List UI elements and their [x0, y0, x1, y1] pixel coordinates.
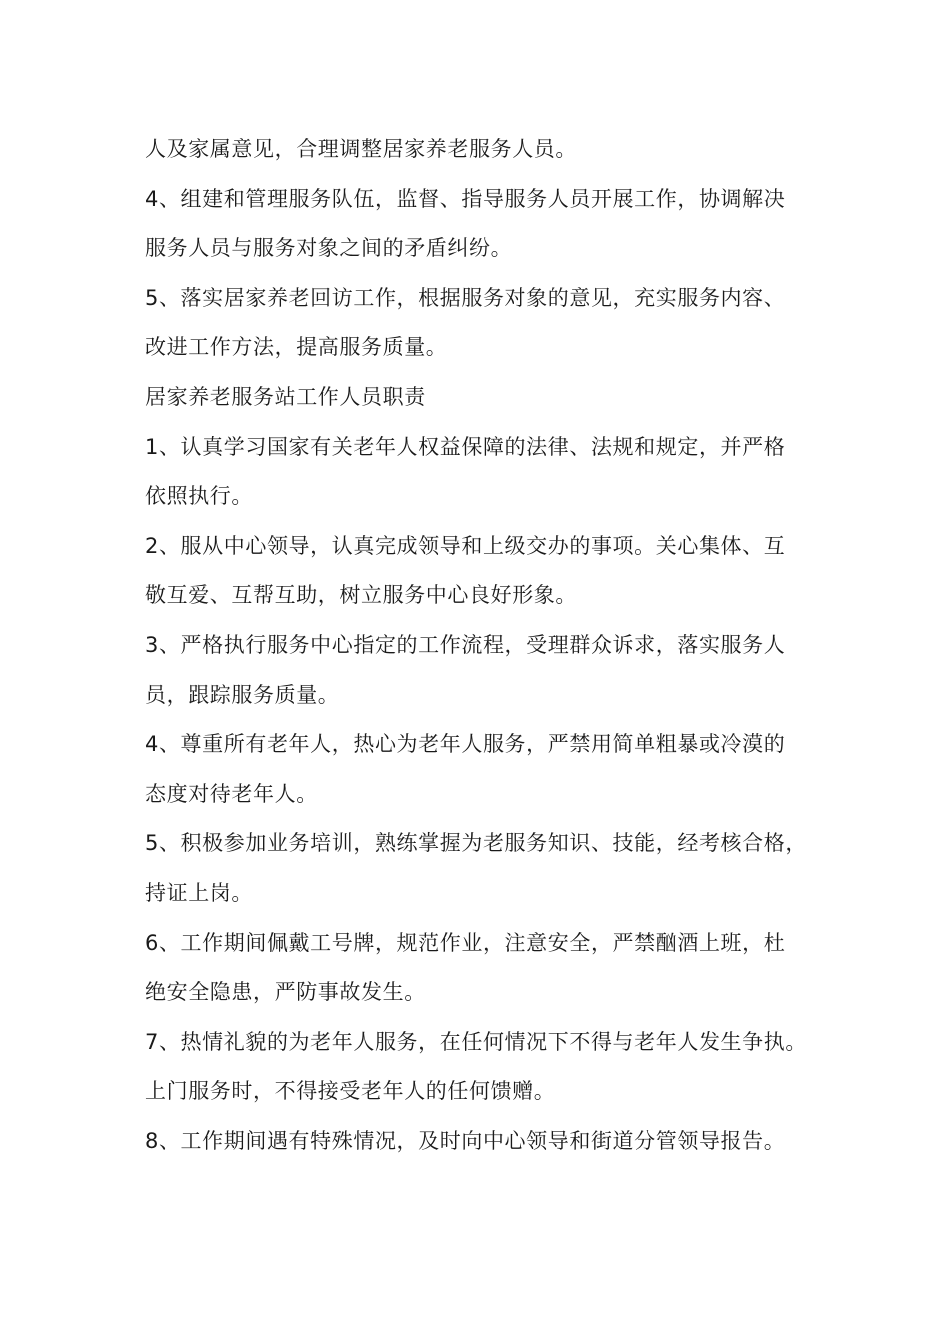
text-line: 持证上岗。 — [145, 880, 253, 905]
text-line: 1、认真学习国家有关老年人权益保障的法律、法规和规定，并严格 — [145, 434, 786, 459]
text-line: 依照执行。 — [145, 484, 253, 509]
text-line: 绝安全隐患，严防事故发生。 — [145, 980, 426, 1005]
text-line: 3、严格执行服务中心指定的工作流程，受理群众诉求，落实服务人 — [145, 632, 786, 657]
document-body — [145, 125, 845, 1166]
text-line: 8、工作期间遇有特殊情况，及时向中心领导和街道分管领导报告。 — [145, 1128, 786, 1153]
text-line: 服务人员与服务对象之间的矛盾纠纷。 — [145, 236, 513, 261]
text-line: 6、工作期间佩戴工号牌，规范作业，注意安全，严禁酗酒上班，杜 — [145, 930, 786, 955]
text-line: 4、组建和管理服务队伍，监督、指导服务人员开展工作，协调解决 — [145, 186, 786, 211]
text-line: 7、热情礼貌的为老年人服务，在任何情况下不得与老年人发生争执。 — [145, 1029, 807, 1054]
text-line: 上门服务时，不得接受老年人的任何馈赠。 — [145, 1079, 556, 1104]
text-line: 敬互爱、互帮互助，树立服务中心良好形象。 — [145, 583, 577, 608]
text-line: 员，跟踪服务质量。 — [145, 682, 340, 707]
section-heading: 居家养老服务站工作人员职责 — [145, 384, 426, 409]
text-line: 5、积极参加业务培训，熟练掌握为老服务知识、技能，经考核合格， — [145, 831, 807, 856]
text-line: 人及家属意见，合理调整居家养老服务人员。 — [145, 137, 577, 161]
text-line: 2、服从中心领导，认真完成领导和上级交办的事项。关心集体、互 — [145, 533, 786, 558]
text-line: 5、落实居家养老回访工作，根据服务对象的意见，充实服务内容、 — [145, 285, 786, 310]
text-line: 态度对待老年人。 — [145, 781, 318, 806]
text-line: 4、尊重所有老年人，热心为老年人服务，严禁用简单粗暴或冷漠的 — [145, 732, 786, 757]
text-line: 改进工作方法，提高服务质量。 — [145, 335, 448, 360]
